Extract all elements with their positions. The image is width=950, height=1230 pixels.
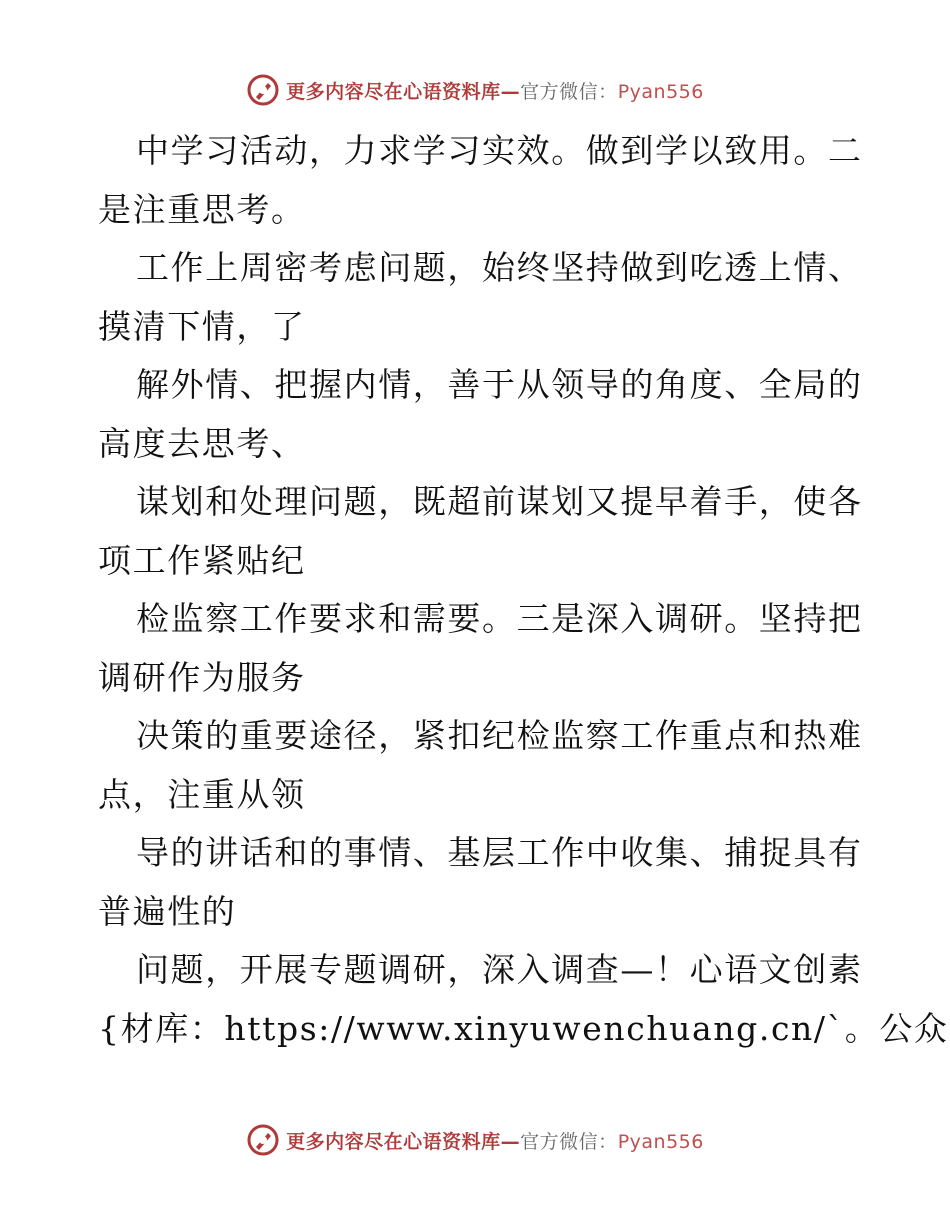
banner-wechat-id: Pyan556: [617, 80, 704, 103]
text-line: 项工作紧贴纪: [98, 540, 306, 580]
text-line: 高度去思考、: [98, 423, 306, 463]
text-line: 问题，开展专题调研，深入调查—！心语文创素: [136, 950, 863, 989]
text-line: 普遍性的: [98, 891, 237, 931]
banner-site-text: 更多内容尽在心语资料库: [286, 80, 501, 103]
banner-text: [286, 1127, 704, 1154]
banner-text: [286, 77, 704, 104]
document-body: [98, 122, 949, 1058]
banner-separator: —: [500, 80, 521, 103]
text-line: 点，注重从领: [98, 774, 306, 814]
text-line: 是注重思考。: [98, 189, 306, 229]
banner-separator: —: [500, 1130, 521, 1153]
text-line: 导的讲话和的事情、基层工作中收集、捕捉具有: [136, 833, 863, 872]
text-line: 调研作为服务: [98, 657, 306, 697]
pen-logo-icon: [246, 73, 280, 107]
text-line: 决策的重要途径，紧扣纪检监察工作重点和热难: [136, 716, 863, 755]
text-line: 检监察工作要求和需要。三是深入调研。坚持把: [136, 599, 863, 638]
text-line: 中学习活动，力求学习实效。做到学以致用。二: [136, 131, 863, 170]
footer-banner: [0, 1120, 950, 1160]
header-banner: [0, 70, 950, 110]
text-line: 工作上周密考虑问题，始终坚持做到吃透上情、: [136, 248, 863, 287]
banner-wechat-label: 官方微信：: [520, 80, 618, 103]
banner-wechat-label: 官方微信：: [520, 1130, 618, 1153]
text-line: {材库：https://www.xinyuwenchuang.cn/`。公众: [98, 1008, 949, 1048]
pen-logo-icon: [246, 1123, 280, 1157]
text-line: 谋划和处理问题，既超前谋划又提早着手，使各: [136, 482, 863, 521]
text-line: 摸清下情，了: [98, 306, 306, 346]
banner-wechat-id: Pyan556: [617, 1130, 704, 1153]
banner-site-text: 更多内容尽在心语资料库: [286, 1130, 501, 1153]
text-line: 解外情、把握内情，善于从领导的角度、全局的: [136, 365, 863, 404]
